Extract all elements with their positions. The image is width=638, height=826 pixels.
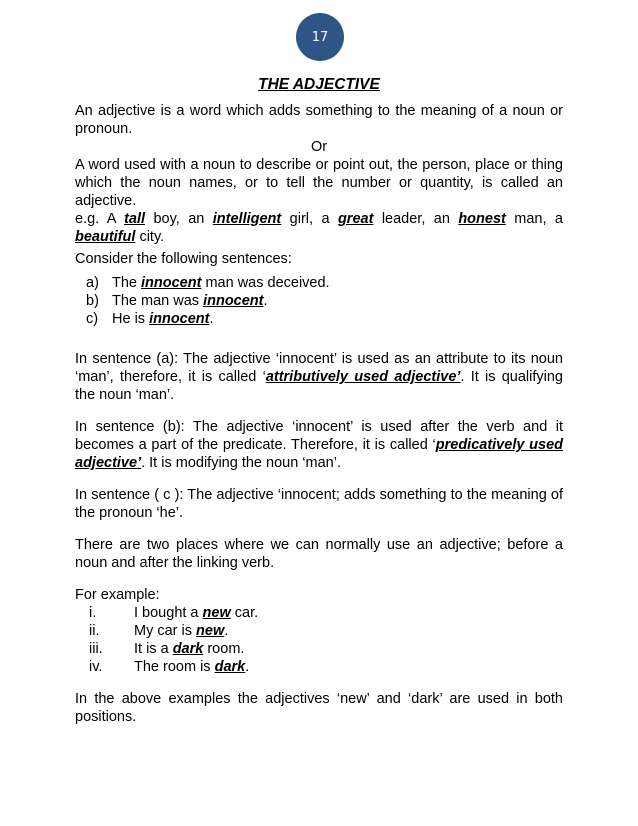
example-text: girl, a [281, 211, 338, 227]
or-separator: Or [310, 139, 328, 155]
paragraph-sentence-c: In sentence ( c ): The adjective ‘innocent; adds something to the meaning of the pronoun ‘he’. [75, 487, 563, 521]
list-item [75, 622, 563, 640]
term-predicatively-used-adjective: predicatively used adjective’ [75, 437, 563, 471]
list-text: . [224, 623, 229, 639]
document-body [75, 76, 563, 726]
highlight-word: new [202, 605, 231, 621]
list-text: My car is [134, 623, 197, 639]
paragraph-text: . It is modifying the noun ‘man’. [141, 455, 341, 471]
list-text: I bought a [134, 605, 203, 621]
list-marker: ii. [89, 623, 100, 639]
list-text: room. [203, 641, 245, 657]
page-title: THE ADJECTIVE [258, 76, 380, 93]
list-marker: a) [86, 275, 99, 291]
paragraph-text: . It is qualifying the noun ‘man’. [75, 369, 563, 403]
sentence-list [75, 274, 563, 328]
list-text: . [263, 293, 268, 309]
highlight-word: innocent [141, 275, 202, 291]
list-marker: c) [86, 311, 99, 327]
list-marker: iii. [89, 641, 103, 657]
paragraph-sentence-a [75, 350, 563, 404]
list-text: The room is [134, 659, 215, 675]
list-text: man was deceived. [201, 275, 330, 291]
paragraph-sentence-b [75, 418, 563, 472]
list-item [75, 658, 563, 676]
example-word-tall: tall [124, 211, 146, 227]
list-text: . [209, 311, 214, 327]
list-text: He is [112, 311, 150, 327]
consider-line: Consider the following sentences: [75, 251, 292, 267]
highlight-word: new [196, 623, 225, 639]
example-word-intelligent: intelligent [212, 211, 282, 227]
example-text: leader, an [373, 211, 459, 227]
list-item [75, 640, 563, 658]
list-text: It is a [134, 641, 173, 657]
list-item [75, 604, 563, 622]
definition-1: An adjective is a word which adds something to the meaning of a noun or pronoun. [75, 103, 563, 137]
list-item [75, 310, 563, 328]
list-item [75, 292, 563, 310]
list-item [75, 274, 563, 292]
eg-prefix: e.g. A [75, 211, 125, 227]
for-example-label: For example: [75, 587, 160, 603]
page-number-badge [296, 13, 344, 61]
term-attributively-used-adjective: attributively used adjective’ [265, 369, 461, 385]
highlight-word: dark [172, 641, 204, 657]
list-marker: i. [89, 605, 97, 621]
example-word-great: great [337, 211, 374, 227]
list-marker: iv. [89, 659, 103, 675]
examples-line [75, 210, 563, 246]
example-word-beautiful: beautiful [75, 229, 136, 245]
example-text: man, a [505, 211, 563, 227]
page-number: 17 [311, 29, 329, 45]
roman-example-list [75, 604, 563, 676]
definition-2: A word used with a noun to describe or point out, the person, place or thing which the noun names, or to tell the number or quantity, is called an adjective. [75, 157, 563, 209]
list-text: The man was [112, 293, 204, 309]
highlight-word: dark [214, 659, 246, 675]
paragraph-two-places: There are two places where we can normally use an adjective; before a noun and after the linking verb. [75, 537, 563, 571]
list-text: car. [230, 605, 259, 621]
example-word-honest: honest [458, 211, 506, 227]
paragraph-conclusion: In the above examples the adjectives ‘new’ and ‘dark’ are used in both positions. [75, 691, 563, 725]
example-text: city. [135, 229, 165, 245]
paragraph-text: In sentence (a): The adjective ‘innocent’ is used as an attribute to its noun ‘man’, therefore, it is called ‘ [75, 351, 563, 385]
example-text: boy, an [145, 211, 213, 227]
highlight-word: innocent [149, 311, 210, 327]
list-marker: b) [86, 293, 99, 309]
list-text: The [112, 275, 142, 291]
list-text: . [245, 659, 250, 675]
paragraph-text: In sentence (b): The adjective ‘innocent’ is used after the verb and it becomes a part of the predicate. Therefore, it is called ‘ [75, 419, 563, 453]
highlight-word: innocent [203, 293, 264, 309]
